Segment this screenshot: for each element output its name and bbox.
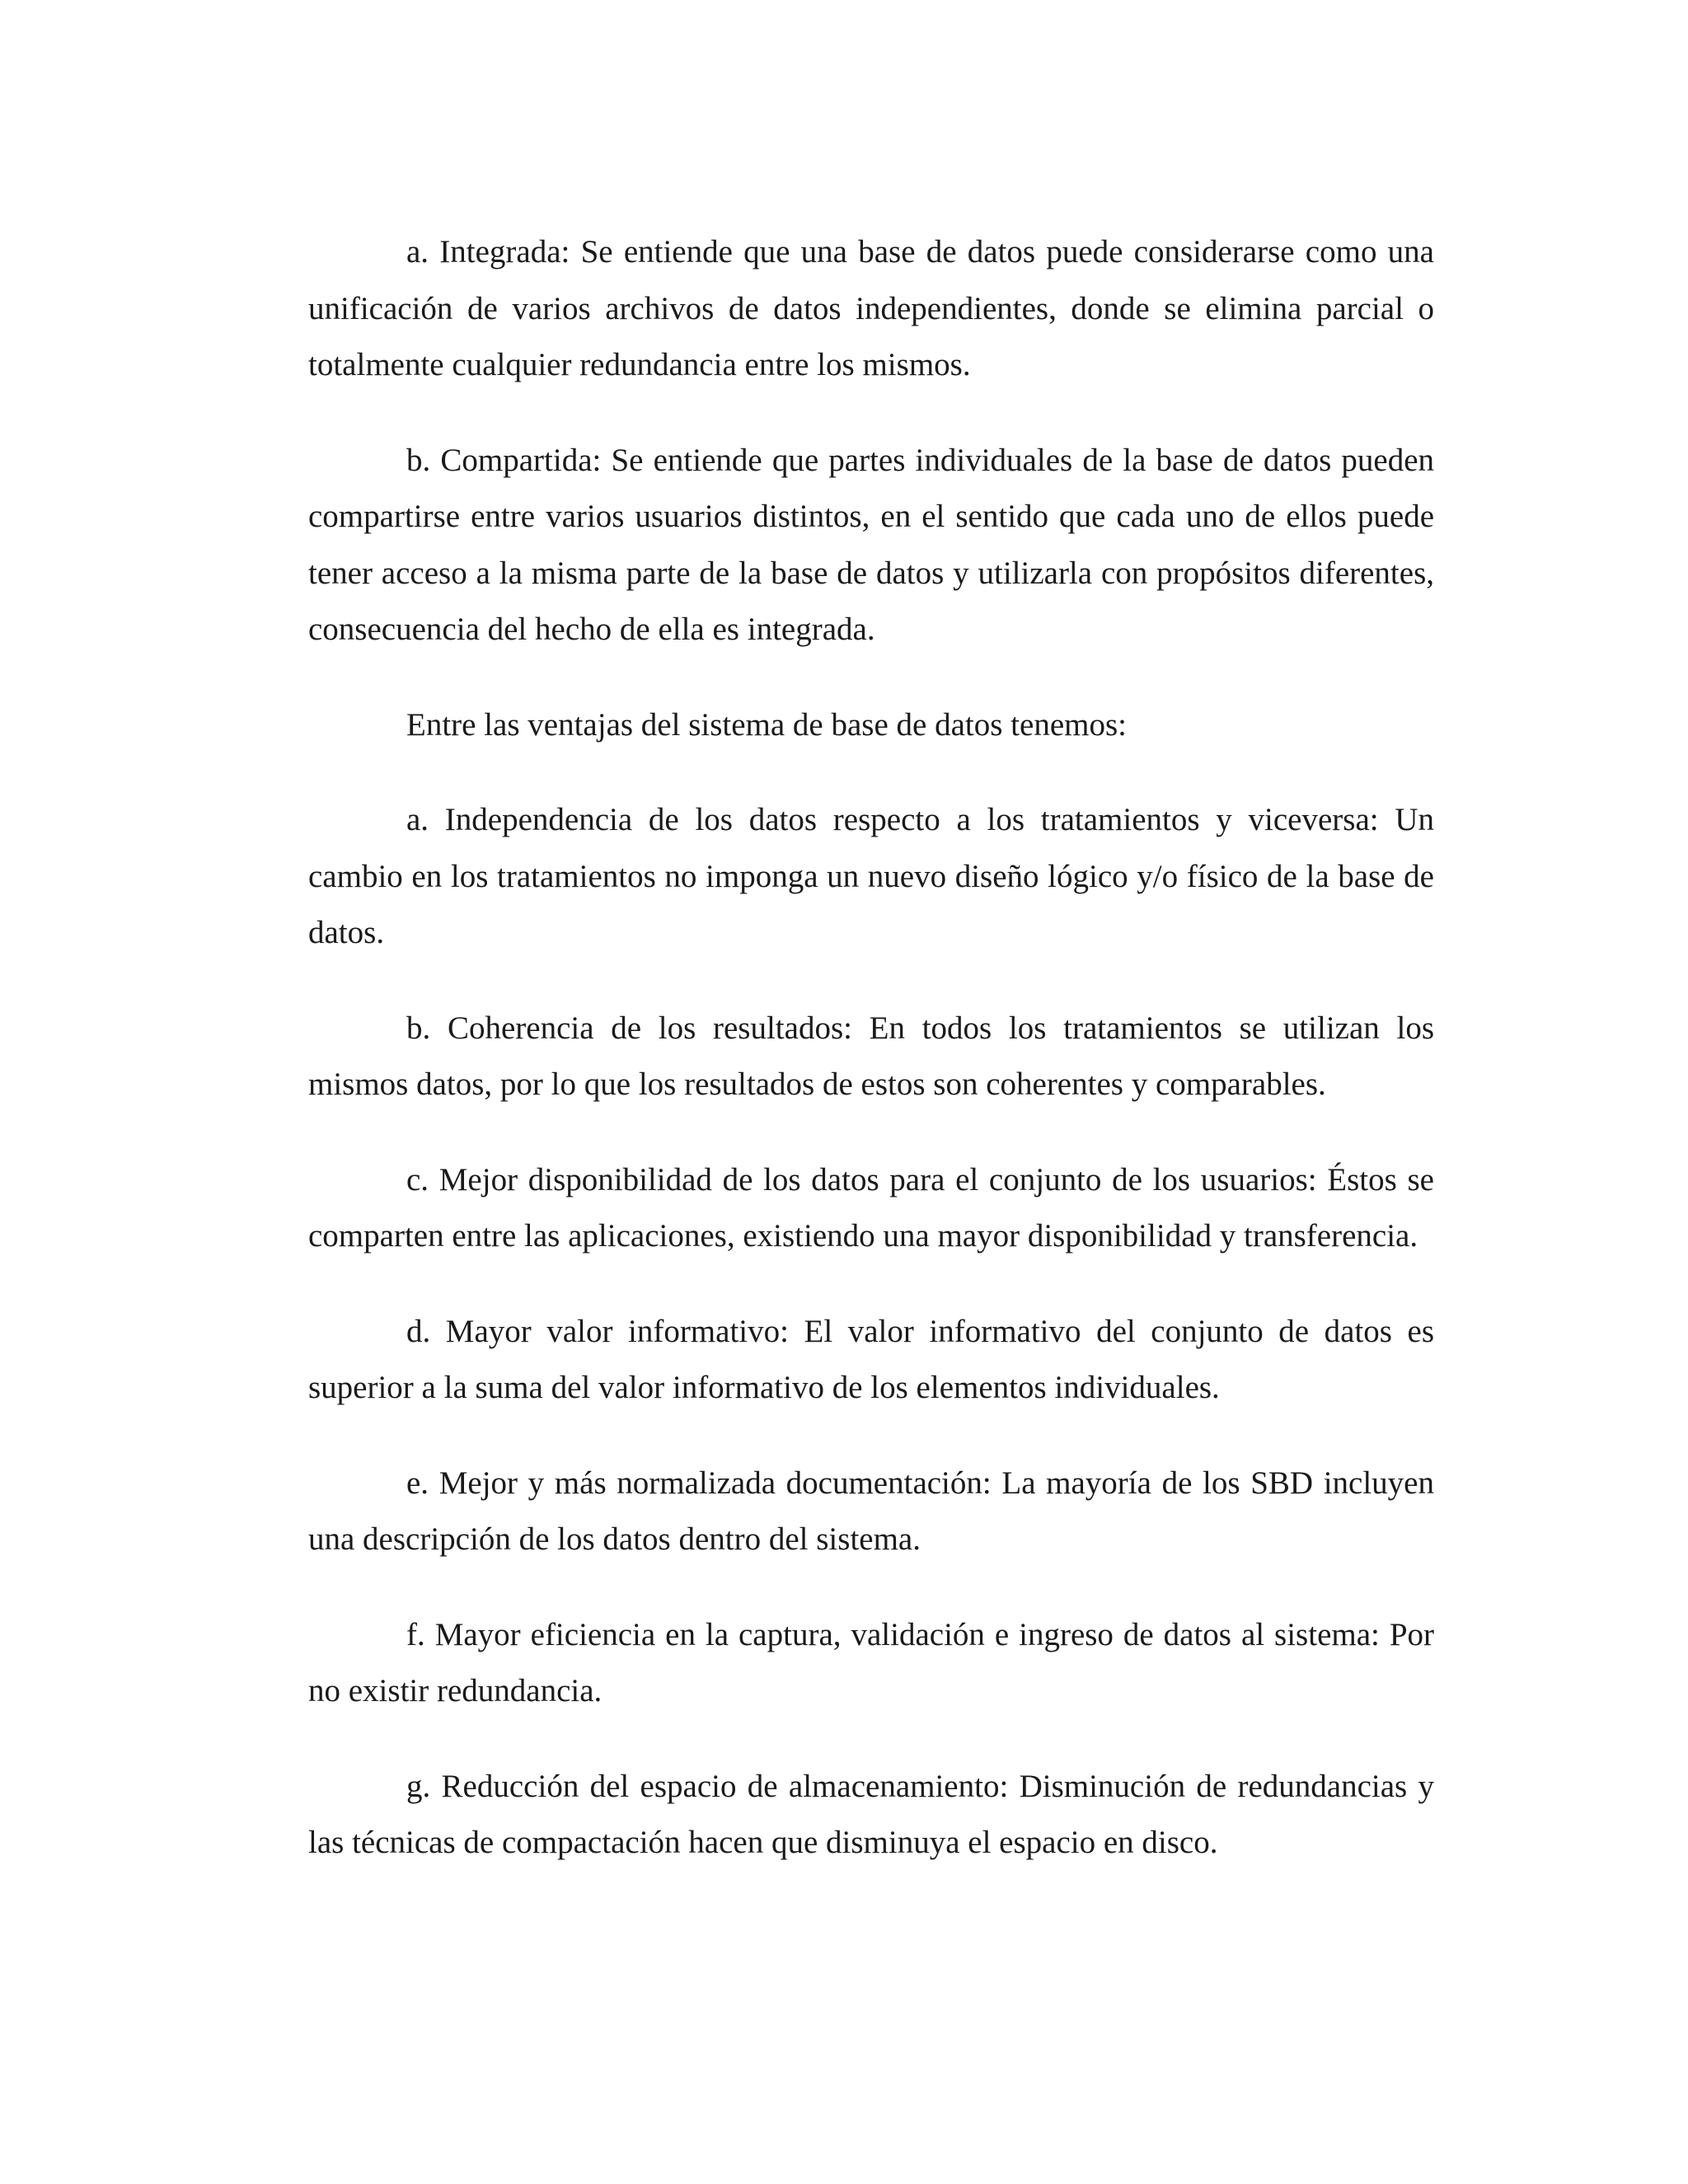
document-body	[308, 224, 1434, 1872]
paragraph-compartida: b. Compartida: Se entiende que partes individuales de la base de datos pueden compartirse entre varios usuarios distintos, en el sentido que cada uno de ellos puede tener acceso a la misma parte de la base de datos y utilizarla con propósitos diferentes, consecuencia del hecho de ella es integrada.	[308, 442, 1434, 647]
paragraph-integrada: a. Integrada: Se entiende que una base de datos puede considerarse como una unificación de varios archivos de datos independientes, donde se elimina parcial o totalmente cualquier redundancia entre los mismos.	[308, 234, 1434, 382]
paragraph-almacenamiento: g. Reducción del espacio de almacenamiento: Disminución de redundancias y las técnicas de compactación hacen que disminuya el espacio en disco.	[308, 1768, 1434, 1860]
paragraph-independencia: a. Independencia de los datos respecto a los tratamientos y viceversa: Un cambio en los tratamientos no imponga un nuevo diseño lógico y/o físico de la base de datos.	[308, 802, 1434, 950]
paragraph-coherencia: b. Coherencia de los resultados: En todos los tratamientos se utilizan los mismos datos, por lo que los resultados de estos son coherentes y comparables.	[308, 1010, 1434, 1102]
paragraph-documentacion: e. Mejor y más normalizada documentación: La mayoría de los SBD incluyen una descripción de los datos dentro del sistema.	[308, 1465, 1434, 1557]
paragraph-ventajas-intro: Entre las ventajas del sistema de base de datos tenemos:	[406, 706, 1127, 743]
paragraph-valor-informativo: d. Mayor valor informativo: El valor informativo del conjunto de datos es superior a la suma del valor informativo de los elementos individuales.	[308, 1313, 1434, 1405]
paragraph-disponibilidad: c. Mejor disponibilidad de los datos para el conjunto de los usuarios: Éstos se comparten entre las aplicaciones, existiendo una mayor disponibilidad y transferencia.	[308, 1161, 1434, 1254]
paragraph-eficiencia: f. Mayor eficiencia en la captura, validación e ingreso de datos al sistema: Por no existir redundancia.	[308, 1616, 1434, 1708]
